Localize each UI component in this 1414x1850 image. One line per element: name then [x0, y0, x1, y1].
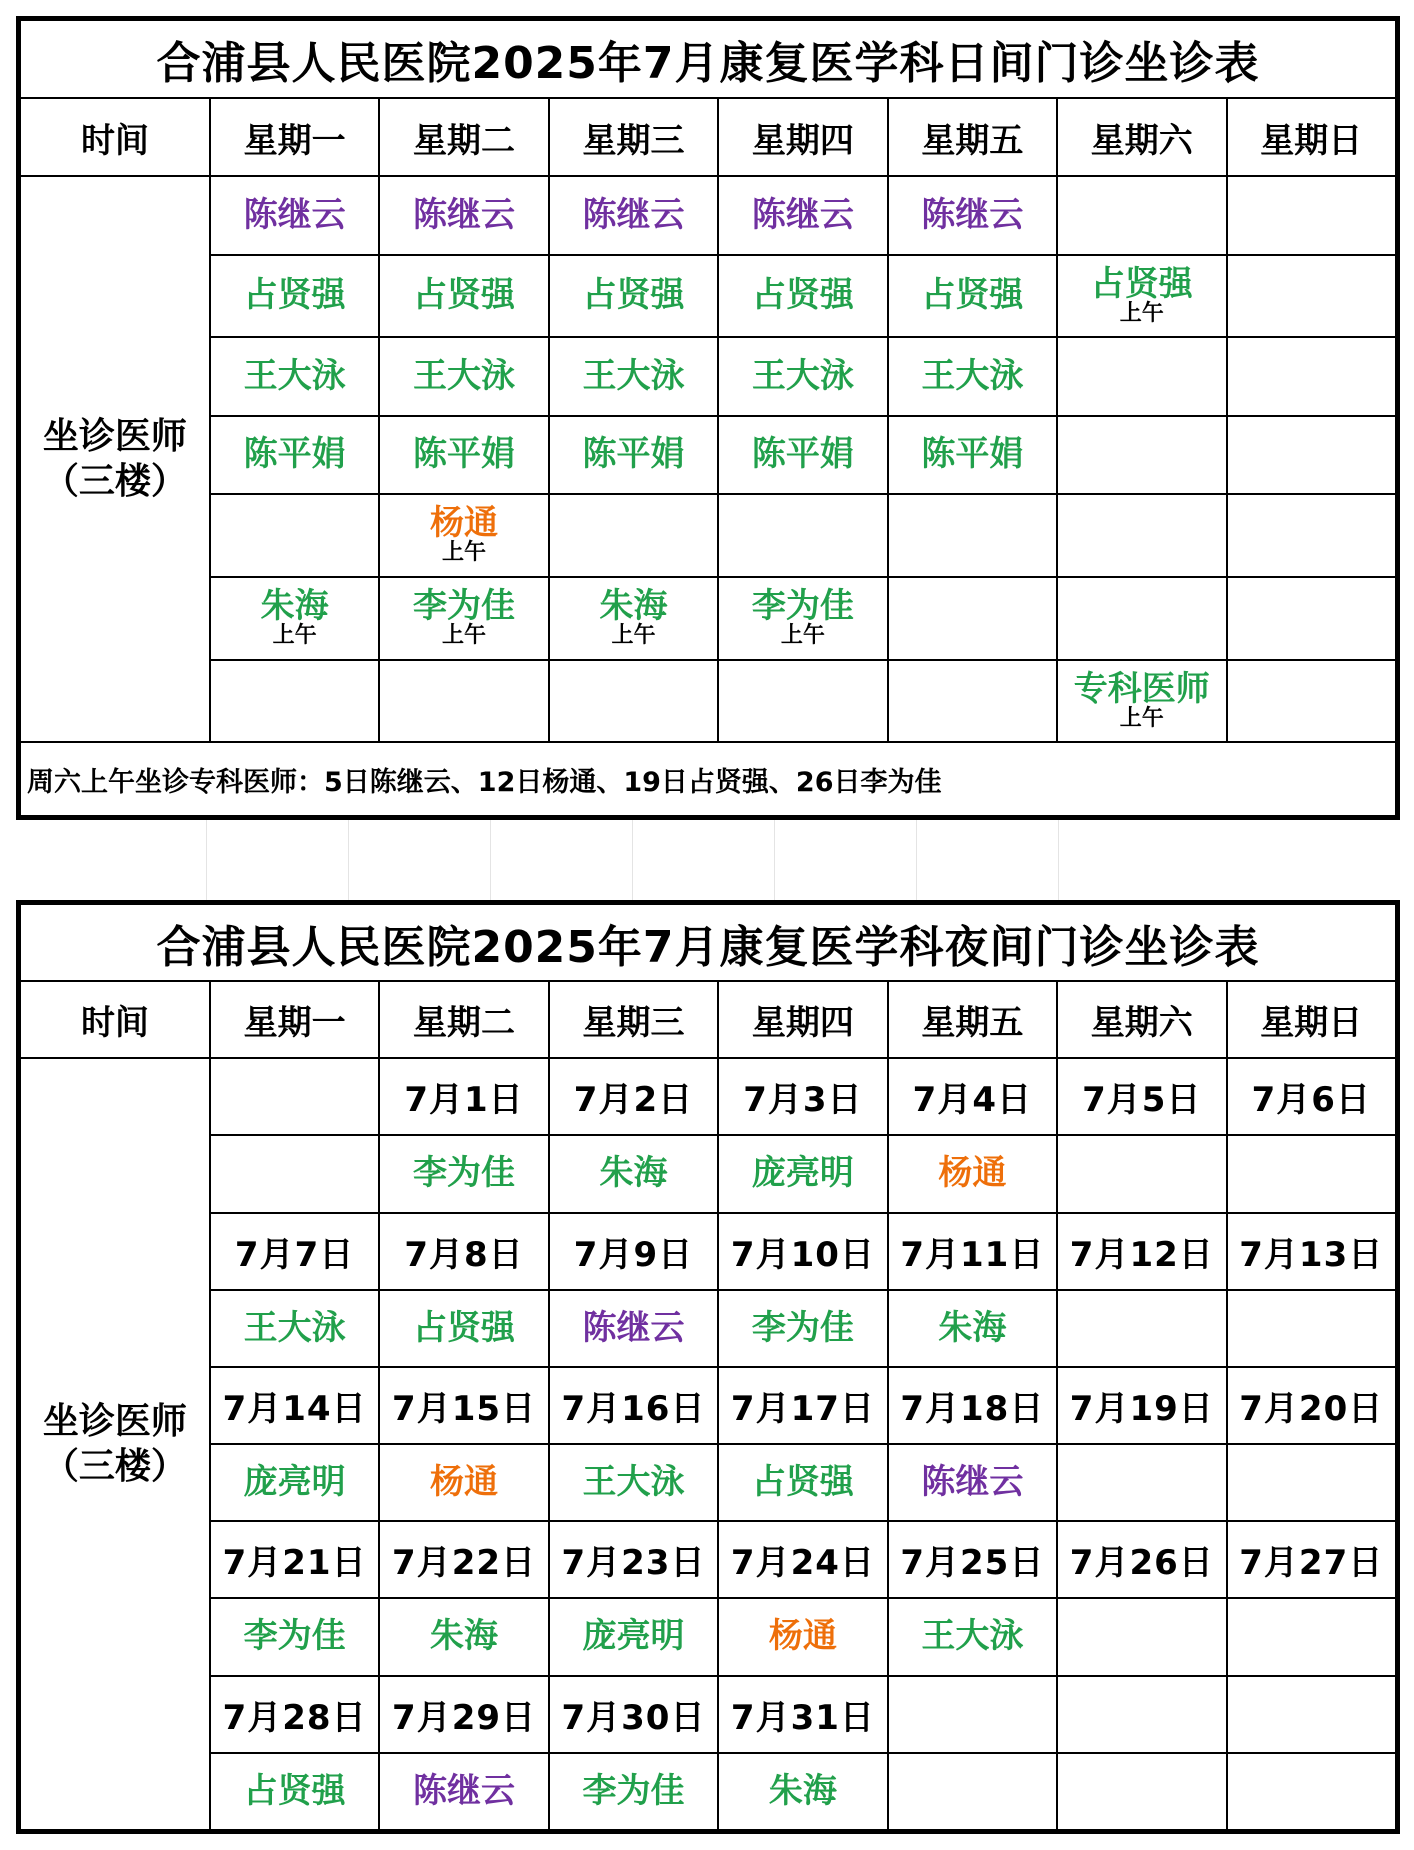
doctor-name: 陈继云 — [751, 194, 854, 235]
weekday-header: 星期五 — [888, 98, 1057, 176]
empty-cell — [1227, 494, 1397, 577]
doctor-cell — [1057, 660, 1226, 743]
title-row — [20, 904, 1396, 981]
doctor-row — [20, 1135, 1396, 1212]
doctor-name: 占贤强 — [751, 275, 854, 316]
doctor-cell — [718, 255, 887, 338]
note-row — [20, 742, 1396, 816]
empty-cell — [1227, 1676, 1397, 1753]
empty-cell — [1057, 176, 1226, 254]
doctor-row — [20, 255, 1396, 338]
date-row — [20, 1676, 1396, 1753]
date-cell: 7月4日 — [888, 1058, 1057, 1135]
doctor-name: 陈继云 — [582, 194, 685, 235]
doctor-row — [20, 1444, 1396, 1521]
session-label: 上午 — [1119, 705, 1164, 731]
doctor-cell — [718, 416, 887, 494]
row-label-title: 坐诊医师 — [42, 1401, 187, 1443]
doctor-cell — [718, 337, 887, 415]
date-cell: 7月25日 — [888, 1521, 1057, 1598]
doctor-name: 王大泳 — [243, 355, 346, 396]
empty-cell — [210, 494, 379, 577]
doctor-cell — [718, 1598, 887, 1675]
date-cell: 7月13日 — [1227, 1213, 1397, 1290]
doctor-row — [20, 660, 1396, 743]
doctor-name: 王大泳 — [243, 1307, 346, 1348]
doctor-cell — [888, 337, 1057, 415]
doctor-cell — [379, 337, 548, 415]
doctor-cell — [210, 176, 379, 254]
day-schedule-table — [19, 19, 1397, 817]
empty-cell — [1227, 176, 1397, 254]
empty-cell — [888, 577, 1057, 660]
doctor-cell — [549, 1753, 718, 1830]
date-cell: 7月12日 — [1057, 1213, 1226, 1290]
doctor-cell — [888, 176, 1057, 254]
doctor-cell — [888, 1135, 1057, 1212]
weekday-header: 星期三 — [549, 98, 718, 176]
doctor-cell — [210, 416, 379, 494]
doctor-name: 李为佳 — [582, 1770, 685, 1811]
doctor-cell — [210, 1753, 379, 1830]
doctor-name: 朱海 — [768, 1770, 837, 1811]
doctor-cell — [549, 416, 718, 494]
doctor-cell — [379, 1444, 548, 1521]
date-row — [20, 1367, 1396, 1444]
doctor-name: 杨通 — [938, 1153, 1007, 1194]
doctor-name: 陈平娟 — [413, 433, 516, 474]
date-cell: 7月29日 — [379, 1676, 548, 1753]
doctor-name: 庞亮明 — [751, 1153, 854, 1194]
doctor-cell — [549, 1444, 718, 1521]
doctor-row — [20, 1598, 1396, 1675]
row-label — [20, 1058, 210, 1830]
doctor-name: 占贤强 — [921, 275, 1024, 316]
date-cell: 7月3日 — [718, 1058, 887, 1135]
date-cell: 7月22日 — [379, 1521, 548, 1598]
sheet-gridlines — [16, 820, 1400, 900]
doctor-name: 陈继云 — [413, 1770, 516, 1811]
doctor-name: 王大泳 — [582, 355, 685, 396]
doctor-cell — [210, 337, 379, 415]
doctor-cell — [888, 1290, 1057, 1367]
row-label — [20, 176, 210, 742]
date-cell: 7月9日 — [549, 1213, 718, 1290]
doctor-cell — [379, 1753, 548, 1830]
empty-cell — [1057, 1444, 1226, 1521]
doctor-cell — [210, 255, 379, 338]
doctor-cell — [210, 577, 379, 660]
header-row — [20, 98, 1396, 176]
doctor-name: 专科医师 — [1073, 669, 1210, 710]
empty-cell — [718, 494, 887, 577]
empty-cell — [1057, 1290, 1226, 1367]
empty-cell — [1057, 1753, 1226, 1830]
doctor-name: 陈继云 — [921, 194, 1024, 235]
row-label-title: 坐诊医师 — [42, 416, 187, 458]
doctor-cell — [549, 1290, 718, 1367]
empty-cell — [379, 660, 548, 743]
empty-cell — [1057, 577, 1226, 660]
doctor-cell — [888, 416, 1057, 494]
doctor-cell — [888, 1598, 1057, 1675]
doctor-row — [20, 1753, 1396, 1830]
day-table-title: 合浦县人民医院2025年7月康复医学科日间门诊坐诊表 — [20, 20, 1396, 98]
session-label: 上午 — [780, 622, 825, 648]
doctor-name: 李为佳 — [243, 1616, 346, 1657]
empty-cell — [210, 660, 379, 743]
doctor-name: 占贤强 — [243, 275, 346, 316]
weekday-header: 星期一 — [210, 98, 379, 176]
empty-cell — [210, 1058, 379, 1135]
date-cell: 7月28日 — [210, 1676, 379, 1753]
doctor-name: 王大泳 — [413, 355, 516, 396]
doctor-name: 朱海 — [430, 1616, 499, 1657]
doctor-row — [20, 1290, 1396, 1367]
empty-cell — [1057, 1135, 1226, 1212]
doctor-row — [20, 494, 1396, 577]
date-cell: 7月21日 — [210, 1521, 379, 1598]
title-row — [20, 20, 1396, 98]
doctor-cell — [888, 255, 1057, 338]
time-header: 时间 — [20, 981, 210, 1058]
weekday-header: 星期日 — [1227, 981, 1397, 1058]
date-cell: 7月27日 — [1227, 1521, 1397, 1598]
doctor-cell — [210, 1598, 379, 1675]
doctor-name: 李为佳 — [751, 586, 854, 627]
date-cell: 7月8日 — [379, 1213, 548, 1290]
empty-cell — [1057, 494, 1226, 577]
night-schedule-table — [19, 903, 1397, 1831]
doctor-cell — [549, 337, 718, 415]
doctor-name: 杨通 — [768, 1616, 837, 1657]
date-cell: 7月6日 — [1227, 1058, 1397, 1135]
date-cell: 7月7日 — [210, 1213, 379, 1290]
empty-cell — [1227, 660, 1397, 743]
doctor-name: 占贤强 — [751, 1461, 854, 1502]
doctor-cell — [379, 1598, 548, 1675]
saturday-note: 周六上午坐诊专科医师：5日陈继云、12日杨通、19日占贤强、26日李为佳 — [20, 742, 1396, 816]
header-row — [20, 981, 1396, 1058]
doctor-cell — [549, 577, 718, 660]
empty-cell — [1227, 577, 1397, 660]
doctor-row — [20, 577, 1396, 660]
doctor-cell — [549, 1135, 718, 1212]
doctor-cell — [210, 1290, 379, 1367]
empty-cell — [1057, 416, 1226, 494]
session-label: 上午 — [611, 622, 656, 648]
doctor-name: 占贤强 — [1090, 264, 1193, 305]
empty-cell — [1227, 1135, 1397, 1212]
weekday-header: 星期三 — [549, 981, 718, 1058]
doctor-cell — [1057, 255, 1226, 338]
date-cell: 7月18日 — [888, 1367, 1057, 1444]
weekday-header: 星期一 — [210, 981, 379, 1058]
row-label-floor: （三楼） — [42, 1446, 187, 1488]
doctor-cell — [549, 176, 718, 254]
date-row — [20, 1521, 1396, 1598]
night-schedule-sheet — [16, 900, 1400, 1834]
doctor-name: 杨通 — [430, 1461, 499, 1502]
session-label: 上午 — [1119, 300, 1164, 326]
date-cell: 7月2日 — [549, 1058, 718, 1135]
doctor-name: 朱海 — [260, 586, 329, 627]
doctor-cell — [718, 176, 887, 254]
weekday-header: 星期六 — [1057, 981, 1226, 1058]
row-label-floor: （三楼） — [42, 461, 187, 503]
weekday-header: 星期二 — [379, 981, 548, 1058]
empty-cell — [1227, 255, 1397, 338]
date-cell: 7月10日 — [718, 1213, 887, 1290]
doctor-name: 占贤强 — [582, 275, 685, 316]
date-cell: 7月23日 — [549, 1521, 718, 1598]
doctor-name: 李为佳 — [751, 1307, 854, 1348]
doctor-cell — [210, 1444, 379, 1521]
empty-cell — [1227, 1444, 1397, 1521]
date-cell: 7月11日 — [888, 1213, 1057, 1290]
empty-cell — [1227, 1290, 1397, 1367]
doctor-name: 占贤强 — [413, 1307, 516, 1348]
doctor-cell — [379, 255, 548, 338]
empty-cell — [718, 660, 887, 743]
date-cell: 7月5日 — [1057, 1058, 1226, 1135]
session-label: 上午 — [442, 540, 487, 566]
doctor-name: 朱海 — [938, 1307, 1007, 1348]
doctor-name: 占贤强 — [243, 1770, 346, 1811]
weekday-header: 星期六 — [1057, 98, 1226, 176]
weekday-header: 星期四 — [718, 98, 887, 176]
doctor-cell — [549, 255, 718, 338]
date-cell: 7月16日 — [549, 1367, 718, 1444]
session-label: 上午 — [272, 622, 317, 648]
date-cell: 7月17日 — [718, 1367, 887, 1444]
date-cell: 7月31日 — [718, 1676, 887, 1753]
weekday-header: 星期二 — [379, 98, 548, 176]
doctor-cell — [718, 1135, 887, 1212]
doctor-name: 陈平娟 — [921, 433, 1024, 474]
doctor-name: 杨通 — [430, 503, 499, 544]
doctor-name: 陈平娟 — [582, 433, 685, 474]
date-row — [20, 1058, 1396, 1135]
doctor-name: 李为佳 — [413, 586, 516, 627]
doctor-cell — [379, 577, 548, 660]
empty-cell — [888, 1676, 1057, 1753]
doctor-name: 占贤强 — [413, 275, 516, 316]
weekday-header: 星期日 — [1227, 98, 1397, 176]
doctor-row — [20, 176, 1396, 254]
doctor-name: 王大泳 — [921, 1616, 1024, 1657]
doctor-name: 王大泳 — [582, 1461, 685, 1502]
empty-cell — [1227, 337, 1397, 415]
doctor-row — [20, 337, 1396, 415]
empty-cell — [888, 494, 1057, 577]
date-cell: 7月15日 — [379, 1367, 548, 1444]
empty-cell — [1227, 1598, 1397, 1675]
empty-cell — [1057, 1598, 1226, 1675]
empty-cell — [1057, 337, 1226, 415]
doctor-cell — [379, 416, 548, 494]
doctor-cell — [379, 494, 548, 577]
date-cell: 7月20日 — [1227, 1367, 1397, 1444]
doctor-name: 李为佳 — [413, 1153, 516, 1194]
doctor-cell — [379, 176, 548, 254]
doctor-cell — [379, 1135, 548, 1212]
doctor-name: 朱海 — [599, 586, 668, 627]
date-cell: 7月14日 — [210, 1367, 379, 1444]
doctor-name: 陈平娟 — [751, 433, 854, 474]
empty-cell — [210, 1135, 379, 1212]
doctor-name: 陈平娟 — [243, 433, 346, 474]
weekday-header: 星期五 — [888, 981, 1057, 1058]
doctor-cell — [718, 1444, 887, 1521]
doctor-name: 陈继云 — [243, 194, 346, 235]
date-row — [20, 1213, 1396, 1290]
doctor-cell — [888, 1444, 1057, 1521]
day-schedule-sheet — [16, 16, 1400, 820]
doctor-cell — [718, 577, 887, 660]
doctor-name: 王大泳 — [751, 355, 854, 396]
empty-cell — [1057, 1676, 1226, 1753]
doctor-row — [20, 416, 1396, 494]
session-label: 上午 — [442, 622, 487, 648]
doctor-name: 庞亮明 — [243, 1461, 346, 1502]
date-cell: 7月30日 — [549, 1676, 718, 1753]
doctor-name: 陈继云 — [921, 1461, 1024, 1502]
doctor-name: 陈继云 — [582, 1307, 685, 1348]
weekday-header: 星期四 — [718, 981, 887, 1058]
doctor-name: 庞亮明 — [582, 1616, 685, 1657]
doctor-name: 陈继云 — [413, 194, 516, 235]
night-table-title: 合浦县人民医院2025年7月康复医学科夜间门诊坐诊表 — [20, 904, 1396, 981]
empty-cell — [549, 494, 718, 577]
empty-cell — [1227, 416, 1397, 494]
doctor-name: 朱海 — [599, 1153, 668, 1194]
empty-cell — [1227, 1753, 1397, 1830]
doctor-cell — [718, 1290, 887, 1367]
doctor-cell — [718, 1753, 887, 1830]
doctor-cell — [379, 1290, 548, 1367]
time-header: 时间 — [20, 98, 210, 176]
date-cell: 7月24日 — [718, 1521, 887, 1598]
doctor-name: 王大泳 — [921, 355, 1024, 396]
date-cell: 7月1日 — [379, 1058, 548, 1135]
doctor-cell — [549, 1598, 718, 1675]
empty-cell — [888, 1753, 1057, 1830]
empty-cell — [888, 660, 1057, 743]
date-cell: 7月26日 — [1057, 1521, 1226, 1598]
date-cell: 7月19日 — [1057, 1367, 1226, 1444]
empty-cell — [549, 660, 718, 743]
